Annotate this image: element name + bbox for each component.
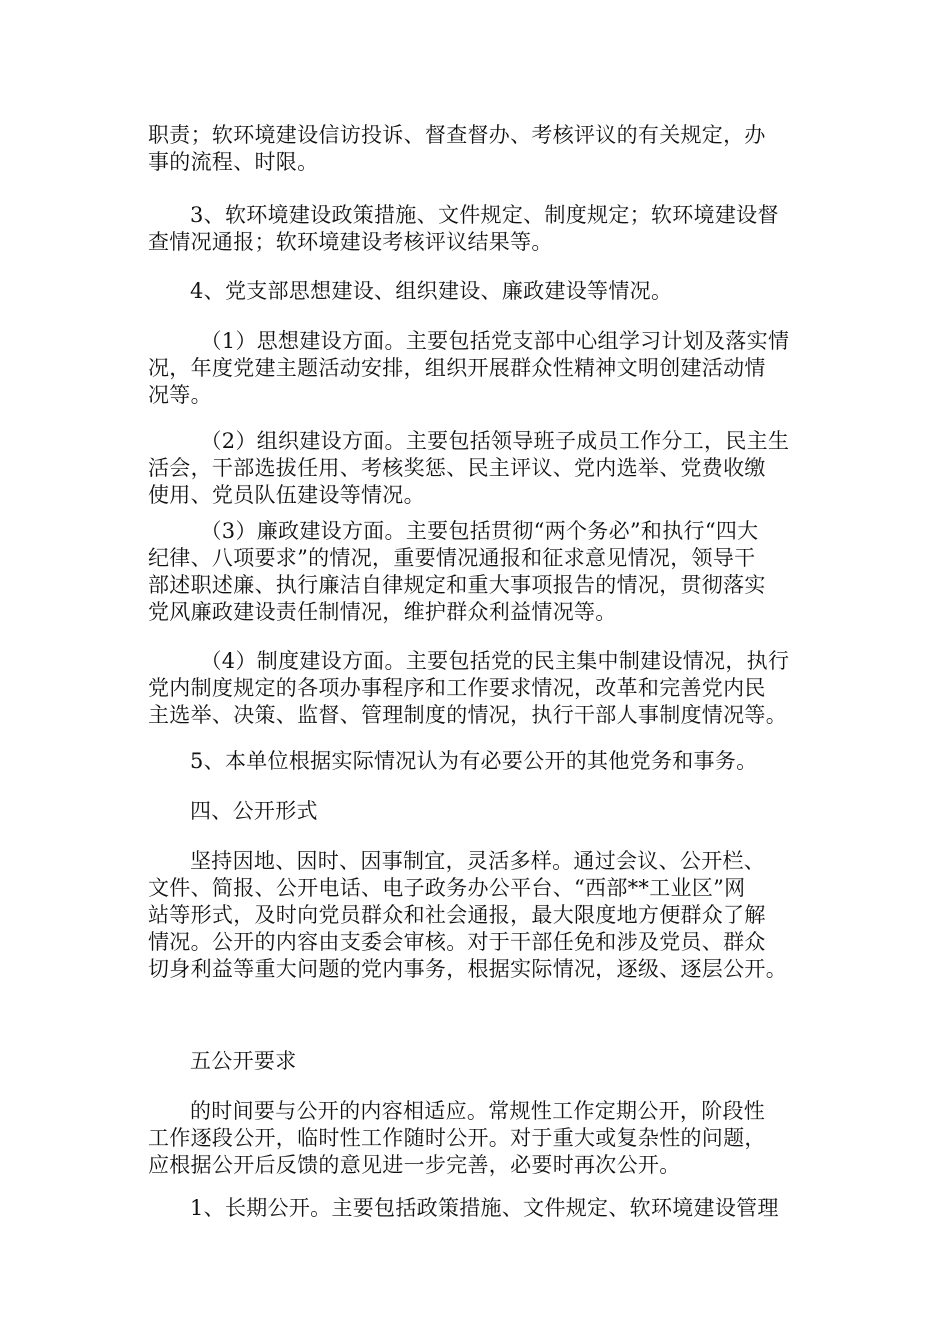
paragraph-responsibilities <box>148 122 808 176</box>
text-line: 坚持因地、因时、因事制宜，灵活多样。通过会议、公开栏、 <box>190 849 766 873</box>
paragraph-disclosure-forms <box>148 848 808 983</box>
text-line: 切身利益等重大问题的党内事务，根据实际情况，逐级、逐层公开。 <box>148 957 787 981</box>
text-line: （1）思想建设方面。主要包括党支部中心组学习计划及落实情 <box>200 329 790 353</box>
paragraph-item-3 <box>148 202 808 256</box>
paragraph-ideological-construction <box>148 328 808 409</box>
text-line: 纪律、八项要求”的情况，重要情况通报和征求意见情况，领导干 <box>148 546 756 570</box>
paragraph-long-term-disclosure <box>148 1195 808 1222</box>
text-line: 主选举、决策、监督、管理制度的情况，执行干部人事制度情况等。 <box>148 703 787 727</box>
paragraph-item-4 <box>148 278 808 305</box>
text-line: 况等。 <box>148 383 212 407</box>
paragraph-integrity-construction <box>148 518 808 626</box>
text-line: 的时间要与公开的内容相适应。常规性工作定期公开，阶段性 <box>190 1099 766 1123</box>
text-line: 使用、党员队伍建设等情况。 <box>148 483 425 507</box>
text-line: 党风廉政建设责任制情况，维护群众利益情况等。 <box>148 600 617 624</box>
text-line: 文件、简报、公开电话、电子政务办公平台、“西部**工业区”网 <box>148 876 746 900</box>
paragraph-disclosure-timing <box>148 1098 808 1179</box>
text-line: 部述职述廉、执行廉洁自律规定和重大事项报告的情况，贯彻落实 <box>148 573 766 597</box>
text-line: 1、长期公开。主要包括政策措施、文件规定、软环境建设管理 <box>190 1196 779 1220</box>
paragraph-organizational-construction <box>148 428 808 509</box>
text-line: 3、软环境建设政策措施、文件规定、制度规定；软环境建设督 <box>190 203 779 227</box>
text-line: 4、党支部思想建设、组织建设、廉政建设等情况。 <box>190 279 673 303</box>
paragraph-system-construction <box>148 648 808 729</box>
text-line: 工作逐段公开，临时性工作随时公开。对于重大或复杂性的问题， <box>148 1126 766 1150</box>
section-heading-5 <box>148 1048 808 1075</box>
text-line: 站等形式，及时向党员群众和社会通报，最大限度地方便群众了解 <box>148 903 766 927</box>
text-line: （4）制度建设方面。主要包括党的民主集中制建设情况，执行 <box>200 649 790 673</box>
heading-text: 四、公开形式 <box>190 799 318 823</box>
text-line: 职责；软环境建设信访投诉、督查督办、考核评议的有关规定，办 <box>148 123 766 147</box>
text-line: 5、本单位根据实际情况认为有必要公开的其他党务和事务。 <box>190 749 758 773</box>
text-line: 查情况通报；软环境建设考核评议结果等。 <box>148 230 553 254</box>
text-line: （3）廉政建设方面。主要包括贯彻“两个务必”和执行“四大 <box>200 519 759 543</box>
text-line: 党内制度规定的各项办事程序和工作要求情况，改革和完善党内民 <box>148 676 766 700</box>
heading-text: 五公开要求 <box>190 1049 297 1073</box>
section-heading-4 <box>148 798 808 825</box>
text-line: （2）组织建设方面。主要包括领导班子成员工作分工，民主生 <box>200 429 790 453</box>
text-line: 事的流程、时限。 <box>148 150 319 174</box>
text-line: 活会，干部选拔任用、考核奖惩、民主评议、党内选举、党费收缴 <box>148 456 766 480</box>
text-line: 应根据公开后反馈的意见进一步完善，必要时再次公开。 <box>148 1153 681 1177</box>
text-line: 情况。公开的内容由支委会审核。对于干部任免和涉及党员、群众 <box>148 930 766 954</box>
text-line: 况，年度党建主题活动安排，组织开展群众性精神文明创建活动情 <box>148 356 766 380</box>
paragraph-item-5 <box>148 748 808 775</box>
